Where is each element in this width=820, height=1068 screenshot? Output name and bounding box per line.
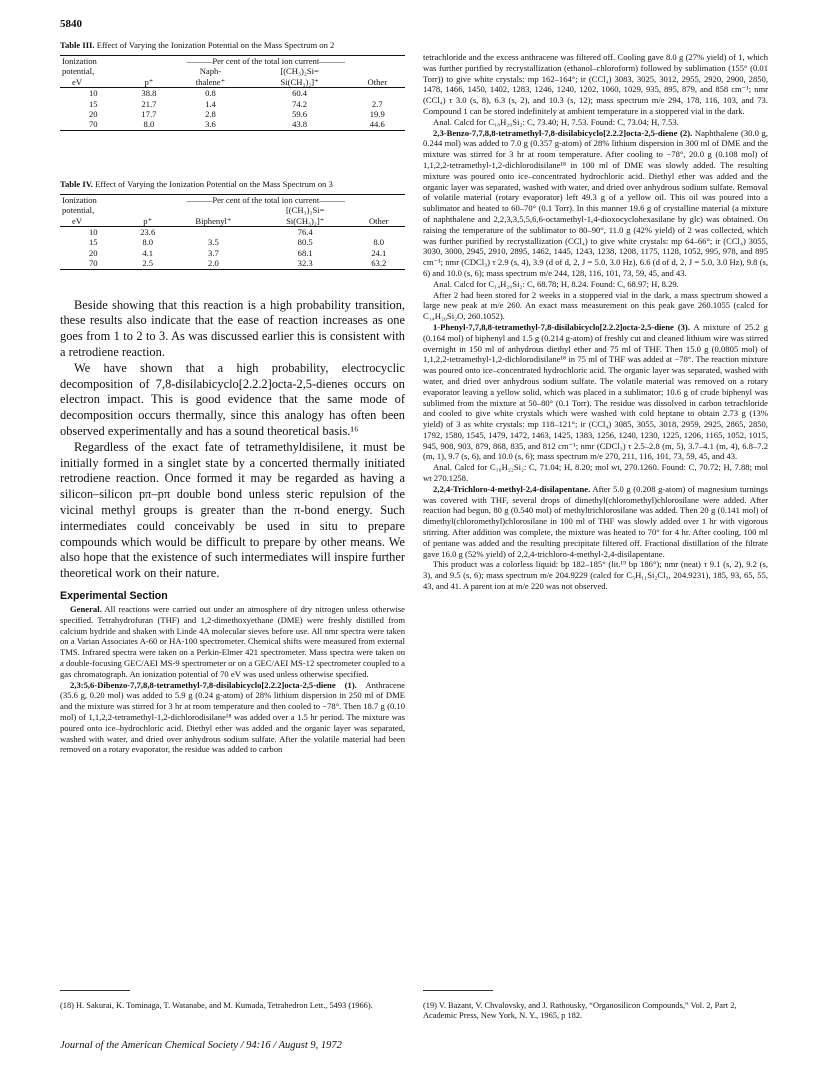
table3-caption: Table III. Effect of Varying the Ionization Potential on the Mass Spectrum on 2 xyxy=(60,40,335,50)
table4-head-col4b: Si(CH₃)₂]⁺ xyxy=(258,216,353,227)
page-number: 5840 xyxy=(60,18,82,30)
journal-footer: Journal of the American Chemical Society / 94:16 / August 9, 1972 xyxy=(60,1040,342,1051)
body-paragraph: 2,3:5,6-Dibenzo-7,7,8,8-tetramethyl-7,8-disilabicyclo[2.2.2]octa-2,5-diene (1). Anthracene (35.6 g, 0.20 mol) was added to 5.9 g (0.24 g-atom) of 28% lithium dispersion in 250 ml of DME and the mixture was stirred for 3 hr at room temperature and then cooled to −78°. Then 18.7 g (0.10 mol) of 1,1,2,2-tetramethyl-1,2-dichlorodisilane¹⁸ was added over a 1.5 hr period. The mixture was poured onto ice–hydrochloric acid. Diethyl ether was added and the organic layer was separated, washed with water, and dried over anhydrous sodium sulfate. After the volatile material had been removed on a rotary evaporator, the residue was added to carbon xyxy=(60,679,405,755)
body-paragraph: This product was a colorless liquid: bp 182–185° (lit.¹⁹ bp 186°); nmr (neat) τ 9.1 (s, 2), 9.2 (s, 3), and 9.5 (s, 6); mass spectrum m/e 204.9229 (calcd for C₅H₁₁Si₂Cl₃, 204.9231), 185, 93, 65, 55, 43, and 41. A parent ion at m/e 220 was not observed. xyxy=(423,559,768,592)
experimental-text-right xyxy=(423,52,768,592)
table3-head-col3b: thalene⁺ xyxy=(171,77,249,88)
table-row: 70 2.5 2.0 32.3 63.2 xyxy=(60,258,405,269)
table4-head-span: ———Per cent of the total ion current——— xyxy=(127,194,405,205)
body-paragraph: We have shown that a high probability, electrocyclic decomposition of 7,8-disilabicyclo[2.2.2]octa-2,5-dienes occurs on electron impact. This is good evidence that the same mode of decomposition occurs thermally, since this analogy has often been observed experimentally and has a sound theoretical basis.¹⁶ xyxy=(60,360,405,439)
table4-head-col1c: eV xyxy=(60,216,127,227)
body-paragraph: tetrachloride and the excess anthracene was filtered off. Cooling gave 8.0 g (27% yield) of 1, which was further purified by recrystallization (ethanol–chloroform) followed by sublimation (155° (0.01 Torr)) to give white crystals: mp 162–164°; ir (CCl₄) 3083, 3025, 3012, 2955, 2920, 2900, 2850, 1478, 1466, 1450, 1402, 1283, 1246, 1240, 1202, 1060, 1029, 935, 895, 879, and 858 cm⁻¹; nmr (CCl₄) τ 3.0 (s, 8), 6.3 (s, 2), and 10.3 (s, 12); mass spectrum m/e 294, 178, 116, 103, and 73. Compound 1 can be stored indefinitely at ambient temperature in a stoppered vial in the dark. xyxy=(423,52,768,116)
table3-head-col1c: eV xyxy=(60,77,127,88)
table-row: 70 8.0 3.6 43.8 44.6 xyxy=(60,119,405,130)
footnote-19: (19) V. Bazant, V. Chvalovsky, and J. Rathousky, “Organosilicon Compounds,” Vol. 2, Part 2, Academic Press, New York, N. Y., 1965, p 182. xyxy=(423,1001,737,1021)
table3-head-col1a: Ionization xyxy=(60,56,127,67)
body-paragraph: General. All reactions were carried out under an atmosphere of dry nitrogen unless otherwise specified. Tetrahydrofuran (THF) and 1,2-dimethoxyethane (DME) were freshly distilled from calcium hydride and shaken with Linde 4A molecular sieves before use. All nmr spectra were taken on a Varian Associates A-60 or HA-100 spectrometer. Chemical shifts were measured from external TMS. Infrared spectra were taken on a Perkin-Elmer 421 spectrometer. Mass spectra were taken on a double-focusing GEC/AEI MS-9 spectrometer or on a GEC/AEI MS-12 spectrometer coupled to a gas chromatograph. An ionization potential of 70 eV was used unless otherwise specified. xyxy=(60,604,405,679)
body-paragraph: 1-Phenyl-7,7,8,8-tetramethyl-7,8-disilabicyclo[2.2.2]octa-2,5-diene (3). A mixture of 25.2 g (0.164 mol) of biphenyl and 1.5 g (0.214 g-atom) of freshly cut and cleaned lithium wire was stirred overnight in 150 ml of anhydrous diethyl ether and 75 ml of THF. Then 15.0 g (0.0805 mol) of 1,1,2,2-tetramethyl-1,2-dichlorodisilane¹⁸ in 75 ml of THF was added at −78°. The reaction mixture was poured onto ice–concentrated hydrochloric acid. The organic layer was separated, washed with water, and dried over anhydrous sodium sulfate. The volatile material was removed on a rotary evaporator leaving a yellow solid, which was placed in a sublimator; 10.6 g of crude biphenyl was sublimed from the mixture at 50–80° (0.1 Torr). The residue was dissolved in carbon tetrachloride and cooled to give white crystals which were washed with cold heptane to obtain 2.73 g (13% yield) of 3 as white crystals: mp 118–121°; ir (CCl₄) 3085, 3055, 3018, 2959, 2925, 2865, 2850, 1792, 1580, 1545, 1479, 1472, 1463, 1425, 1383, 1256, 1240, 1230, 1225, 1206, 1165, 1052, 1015, 945, 908, 903, 879, 868, 835, and 812 cm⁻¹; nmr (CDCl₃) τ 2.5–2.8 (m, 5), 3.7–4.1 (m, 4), 6.8–7.2 (m, 1), 9.7 (s, 6), and 10.0 (s, 6); mass spectrum m/e 270, 211, 116, 101, 73, 59, 45, and 43. xyxy=(423,321,768,462)
table4-head-col3: Biphenyl⁺ xyxy=(169,216,258,227)
table4-caption: Table IV. Effect of Varying the Ionization Potential on the Mass Spectrum on 3 xyxy=(60,178,333,189)
discussion-text xyxy=(60,298,405,582)
body-paragraph: 2,3-Benzo-7,7,8,8-tetramethyl-7,8-disilabicyclo[2.2.2]octa-2,5-diene (2). Naphthalene (30.0 g, 0.244 mol) was added to 7.0 g (0.357 g-atom) of 28% lithium dispersion in 300 ml of DME and the mixture was stirred for 3 hr at room temperature. After cooling to −78°, 20.0 g (0.108 mol) of 1,1,2,2-tetramethyl-1,2-dichlorodisilane¹⁸ in 100 ml of DME was slowly added. The resulting mixture was poured onto ice–concentrated hydrochloric acid. Diethyl ether was added and the organic layer was separated, washed with water, and dried over anhydrous sodium sulfate. Removal of volatile material (rotary evaporator) left 49.3 g of a yellow oil. This oil was poured into a sublimator and heated to 60–70° (0.1 Torr). In this manner 19.6 g of crystalline material (a mixture of naphthalene and 2,2,3,3,5,5,6,6-octamethyl-1,4-dioxocyclohexasilane by glc) was obtained. On raising the temperature of the sublimator to 80–90°, 11.0 g (42% yield) of 2 was collected, which was further purified by recrystallization (CCl₄) to give white crystals: mp 64–66°; ir (CCl₄) 3055, 3030, 3000, 2945, 2910, 2895, 1462, 1445, 1243, 1238, 1208, 1175, 1128, 1052, 995, 978, and 895 cm⁻¹; nmr (CDCl₃) τ 2.9 (s, 4), 3.9 (d of d, 2, J = 5.0, 3.0 Hz), 6.6 (d of d, 2, J = 5.0, 3.0 Hz), 9.8 (s, 6) and 10.0 (s, 6); mass spectrum m/e 244, 128, 116, 101, 73, 59, 45, and 43. xyxy=(423,127,768,278)
table4-head-col5: Other xyxy=(352,216,405,227)
table4-head-col1a: Ionization xyxy=(60,194,127,205)
footnote-rule xyxy=(60,990,130,991)
table3-head-span: ———Per cent of the total ion current——— xyxy=(127,56,405,67)
table3-head-col2: p⁺ xyxy=(127,77,172,88)
table4 xyxy=(60,194,405,270)
table3-head-col3a: Naph- xyxy=(199,66,222,77)
body-paragraph: Regardless of the exact fate of tetramethyldisilene, it must be initially formed in a singlet state by a concerted thermally initiated retrodiene reaction. Once formed it may be regarded as having a silicon–silicon pπ–pπ double bond unless steric repulsion of the vicinal methyl groups is greater than the π-bond energy. Such intermediates could conceivably be used in situ to prepare compounds which would be difficult to prepare by other means. We also hope that the existence of such intermediates will inspire further theoretical work on their nature. xyxy=(60,439,405,581)
body-paragraph: Anal. Calcd for C₁₆H₂₂Si₂: C, 71.04; H, 8.20; mol wt, 270.1260. Found: C, 70.72; H, 7.88; mol wt 270.1258. xyxy=(423,462,768,484)
footnote-rule xyxy=(423,990,493,991)
table3-head-col1b: potential, xyxy=(62,66,95,77)
table3-head-col4b: Si(CH₃)₂]⁺ xyxy=(250,77,350,88)
section-heading: Experimental Section xyxy=(60,590,168,603)
left-column xyxy=(60,40,405,755)
table-row: 20 17.7 2.8 59.6 19.9 xyxy=(88,109,385,120)
table-row: 10 23.6 76.4 xyxy=(88,227,313,238)
body-paragraph: Anal. Calcd for C₁₈H₂₀Si₂: C, 73.40; H, 7.53. Found: C, 73.04; H, 7.53. xyxy=(433,116,679,127)
footnote-18: (18) H. Sakurai, K. Tominaga, T. Watanabe, and M. Kumada, Tetrahedron Lett., 5493 (1966). xyxy=(60,1001,373,1010)
table-row: 15 21.7 1.4 74.2 2.7 xyxy=(88,98,383,109)
right-column xyxy=(423,52,768,592)
table3-head-col5: Other xyxy=(350,77,405,88)
body-paragraph: 2,2,4-Trichloro-4-methyl-2,4-disilapentane. After 5.0 g (0.208 g-atom) of magnesium turnings was covered with THF, several drops of dimethyl(chloromethyl)chlorosilane were added. After reaction had begun, 80 g (0.540 mol) of methyltrichlorosilane was added. Then 20 g (0.141 mol) of dimethyl(chloromethyl)chlorosilane in 100 ml of THF was slowly added over 1 hr with vigorous stirring. After addition was complete, the mixture was heated to 70° for 4 hr. After cooling, 100 ml of pentane was added and the resulting precipitate filtered off. Fractional distillation of the filtrate gave 16.0 g (52% yield) of 2,2,4-trichloro-4-methyl-2,4-disilapentane. xyxy=(423,483,768,559)
body-paragraph: Beside showing that this reaction is a high probability transition, these results also indicate that the ease of reaction increases as one goes from 1 to 2 to 3. As was discussed earlier this is consistent with a retrodiene reaction. xyxy=(60,297,405,360)
body-paragraph: After 2 had been stored for 2 weeks in a stoppered vial in the dark, a mass spectrum showed a large new peak at m/e 260. An exact mass measurement on this peak gave 260.1055 (calcd for C₁₄H₂₀Si₂O, 260.1052). xyxy=(423,289,768,322)
table4-head-col2: p⁺ xyxy=(127,216,169,227)
table4-head-col4a: [(CH₃)₂Si= xyxy=(285,205,325,216)
table-row: 15 8.0 3.5 80.5 8.0 xyxy=(88,237,385,248)
table-row: 10 38.8 0.8 60.4 xyxy=(88,88,308,99)
table3 xyxy=(60,55,405,131)
table4-head-col1b: potential, xyxy=(62,205,95,216)
table-row: 20 4.1 3.7 68.1 24.1 xyxy=(88,247,387,258)
table3-head-col4a: [(CH₃)₂Si= xyxy=(280,66,319,77)
experimental-text xyxy=(60,604,405,755)
body-paragraph: Anal. Calcd for C₁₄H₂₀Si₂: C, 68.78; H, 8.24. Found: C, 68.97; H, 8.29. xyxy=(433,278,679,289)
